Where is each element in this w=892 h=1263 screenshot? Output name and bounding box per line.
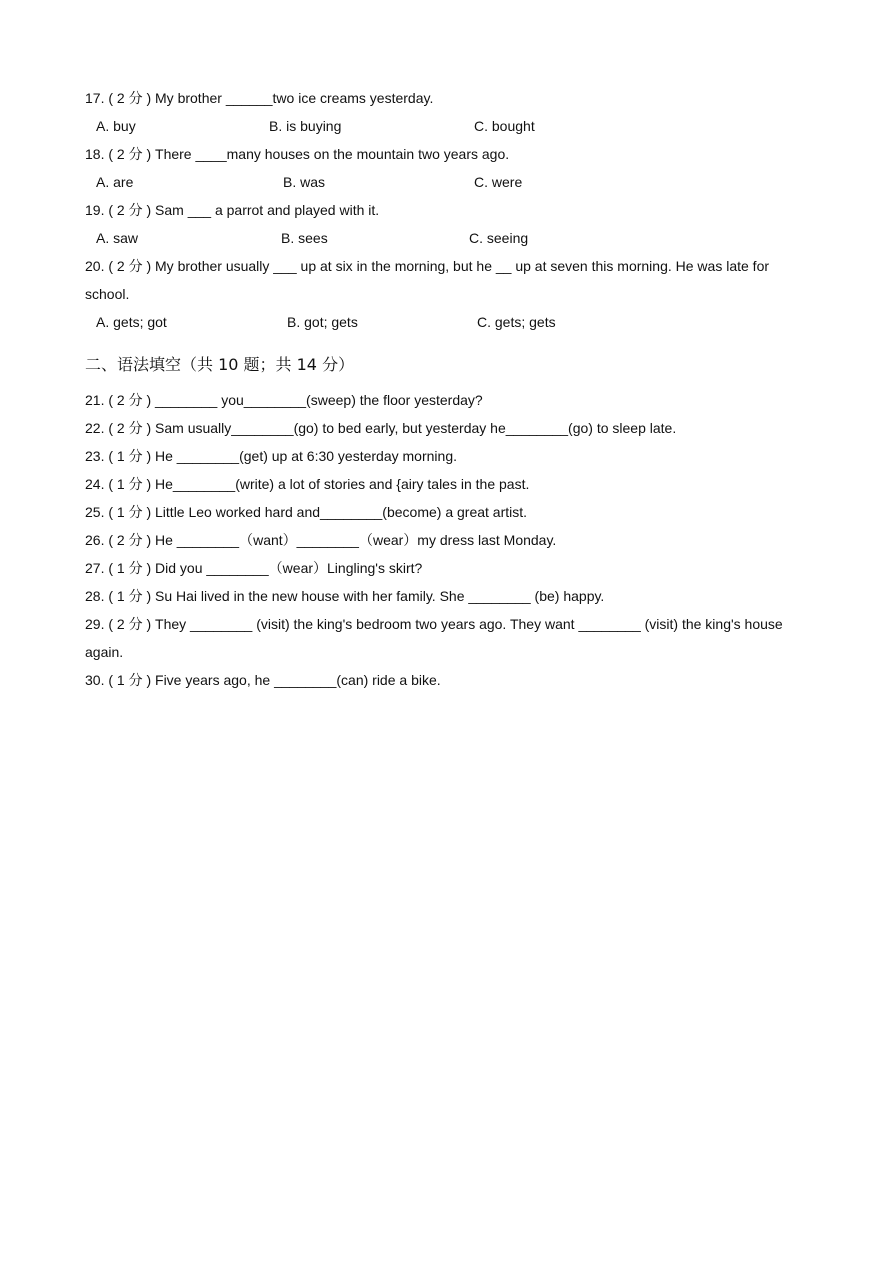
question-25: 25. ( 1 分 ) Little Leo worked hard and________(become) a great artist. <box>85 504 528 520</box>
option-b: B. sees <box>281 230 328 246</box>
option-c: C. bought <box>474 118 535 134</box>
question-20: 20. ( 2 分 ) My brother usually ___ up at six in the morning, but he __ up at seven this morning. He was late for school. <box>85 258 770 302</box>
question-19: 19. ( 2 分 ) Sam ___ a parrot and played with it. <box>85 202 380 218</box>
option-c: C. seeing <box>469 230 529 246</box>
question-28: 28. ( 1 分 ) Su Hai lived in the new house with her family. She ________ (be) happy. <box>85 588 605 604</box>
question-19-options <box>85 224 810 252</box>
question-23: 23. ( 1 分 ) He ________(get) up at 6:30 yesterday morning. <box>85 448 457 464</box>
question-20-options <box>85 308 810 336</box>
question-18: 18. ( 2 分 ) There ____many houses on the mountain two years ago. <box>85 146 510 162</box>
question-30: 30. ( 1 分 ) Five years ago, he ________(can) ride a bike. <box>85 672 441 688</box>
worksheet-page <box>85 84 810 694</box>
option-b: B. was <box>283 174 326 190</box>
question-27: 27. ( 1 分 ) Did you ________（wear）Lingling's skirt? <box>85 560 423 576</box>
option-a: A. saw <box>96 230 139 246</box>
question-22: 22. ( 2 分 ) Sam usually________(go) to bed early, but yesterday he________(go) to sleep late. <box>85 420 677 436</box>
option-b: B. got; gets <box>287 314 358 330</box>
question-26: 26. ( 2 分 ) He ________（want）________（wear）my dress last Monday. <box>85 532 557 548</box>
option-c: C. gets; gets <box>477 314 556 330</box>
section-title: 二、语法填空（共 10 题；共 14 分） <box>85 355 355 374</box>
question-17-options <box>85 112 810 140</box>
option-a: A. gets; got <box>96 314 167 330</box>
question-21: 21. ( 2 分 ) ________ you________(sweep) the floor yesterday? <box>85 392 483 408</box>
question-17: 17. ( 2 分 ) My brother ______two ice creams yesterday. <box>85 90 434 106</box>
option-a: A. buy <box>96 118 136 134</box>
question-29: 29. ( 2 分 ) They ________ (visit) the king's bedroom two years ago. They want ________ (visit) the king's house again. <box>85 616 783 660</box>
question-18-options <box>85 168 810 196</box>
question-24: 24. ( 1 分 ) He________(write) a lot of stories and {airy tales in the past. <box>85 476 530 492</box>
option-c: C. were <box>474 174 523 190</box>
option-a: A. are <box>96 174 134 190</box>
option-b: B. is buying <box>269 118 342 134</box>
